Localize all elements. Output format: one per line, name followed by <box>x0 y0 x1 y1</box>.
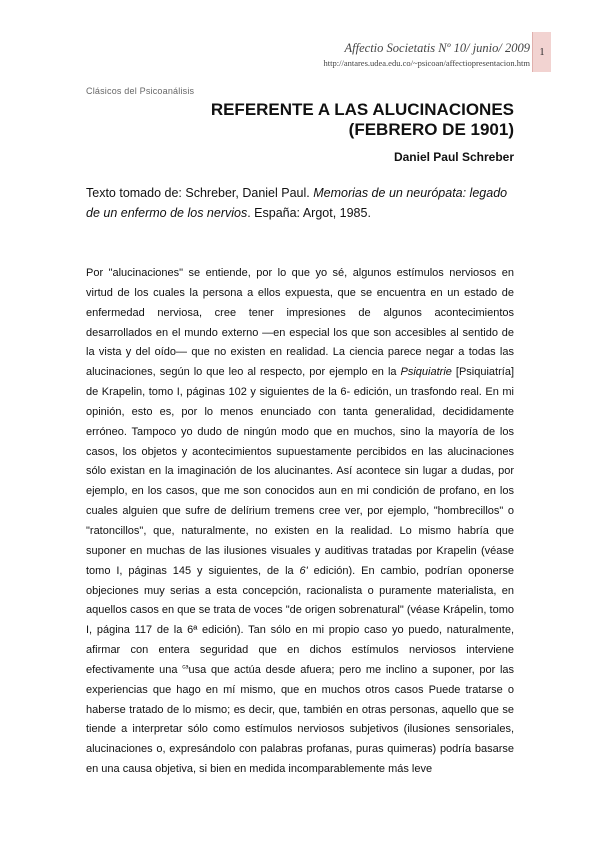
source-prefix: Texto tomado de: Schreber, Daniel Paul. <box>86 186 314 200</box>
page-number: 1 <box>539 46 545 58</box>
title-line-1: REFERENTE A LAS ALUCINACIONES <box>210 100 514 119</box>
body-segment: [Psiquiatría] de Krapelin, tomo I, páginas 102 y siguientes de la 6- edición, un trasfondo real. En mi opinión, esto es, por lo menos enunciado con tanta generalidad, decididamente erróneo. Tampoco yo dudo de ningún modo que en muchos, sino la mayoría de los casos, los objetos y acontecimientos supuestamente percibidos en las alucinaciones sólo existan en la imaginación de los alucinantes. Así acontece sin lugar a dudas, por ejemplo, en los casos, que me son conocidos aun en mi condición de profano, en los cuales alguien que sufre de delírium tremens cree ver, por ejemplo, "hombrecillos" o "ratoncillos", que, naturalmente, no existen en la realidad. Lo mismo habría que suponer en muchas de las ilusiones visuales y auditivas tratadas por Krapelin (véase tomo I, páginas 145 y siguientes, de la <box>86 366 514 577</box>
section-label: Clásicos del Psicoanálisis <box>86 86 195 96</box>
body-text <box>86 264 514 780</box>
journal-url: http://antares.udea.edu.co/~psicoan/affectiopresentacion.htm <box>323 58 530 68</box>
page-title <box>211 100 514 140</box>
body-segment: usa que actúa desde afuera; pero me inclino a suponer, por las experiencias que hago en mí mismo, que en muchos otros casos Puede tratarse o haberse tratado de lo mismo; es decir, que, también en otras personas, aquello que se tiende a interpretar sólo como estímulos nerviosos subjetivos (ilusiones sensoriales, alucinaciones o, expresándolo con palabras profanas, puras quimeras) podría basarse en una causa objetiva, si bien en medida incomparablemente más leve <box>86 663 515 776</box>
body-segment: Por "alucinaciones" se entiende, por lo que yo sé, algunos estímulos nerviosos en virtud de los cuales la persona a ellos expuesta, que se encuentra en un estado de enfermedad nerviosa, cree tener impresiones de algunos acontecimientos desarrollados en el mundo externo —en especial los que son accesibles al sentido de la vista y del oído— que no existen en realidad. La ciencia parece negar a todas las alucinaciones, según lo que leo al respecto, por ejemplo en la <box>86 267 514 379</box>
body-paragraph <box>86 264 514 780</box>
source-citation <box>86 183 514 223</box>
source-suffix: . España: Argot, 1985. <box>247 206 371 220</box>
body-superscript: ca <box>182 664 189 671</box>
journal-header: Affectio Societatis Nº 10/ junio/ 2009 <box>344 41 530 55</box>
body-segment: edición). En cambio, podrían oponerse objeciones muy serias a esta concepción, racionalista o puramente materialista, en aquellos casos en que se trata de voces "de origen sobrenatural" (véase Krápelin, tomo I, página 117 de la 6ª edición). Tan sólo en mi propio caso yo puedo, naturalmente, afirmar con entera seguridad que en dichos estímulos nerviosos interviene efectivamente una <box>86 564 514 676</box>
body-italic-psiquiatrie: Psiquiatrie <box>400 366 452 379</box>
title-line-2: (FEBRERO DE 1901) <box>348 120 514 139</box>
author-name: Daniel Paul Schreber <box>393 150 514 164</box>
source-book-title: Memorias de un neurópata: legado de un enfermo de los nervios <box>86 186 508 220</box>
body-italic-edition: 6' <box>299 564 308 577</box>
page-number-tab <box>532 32 551 72</box>
